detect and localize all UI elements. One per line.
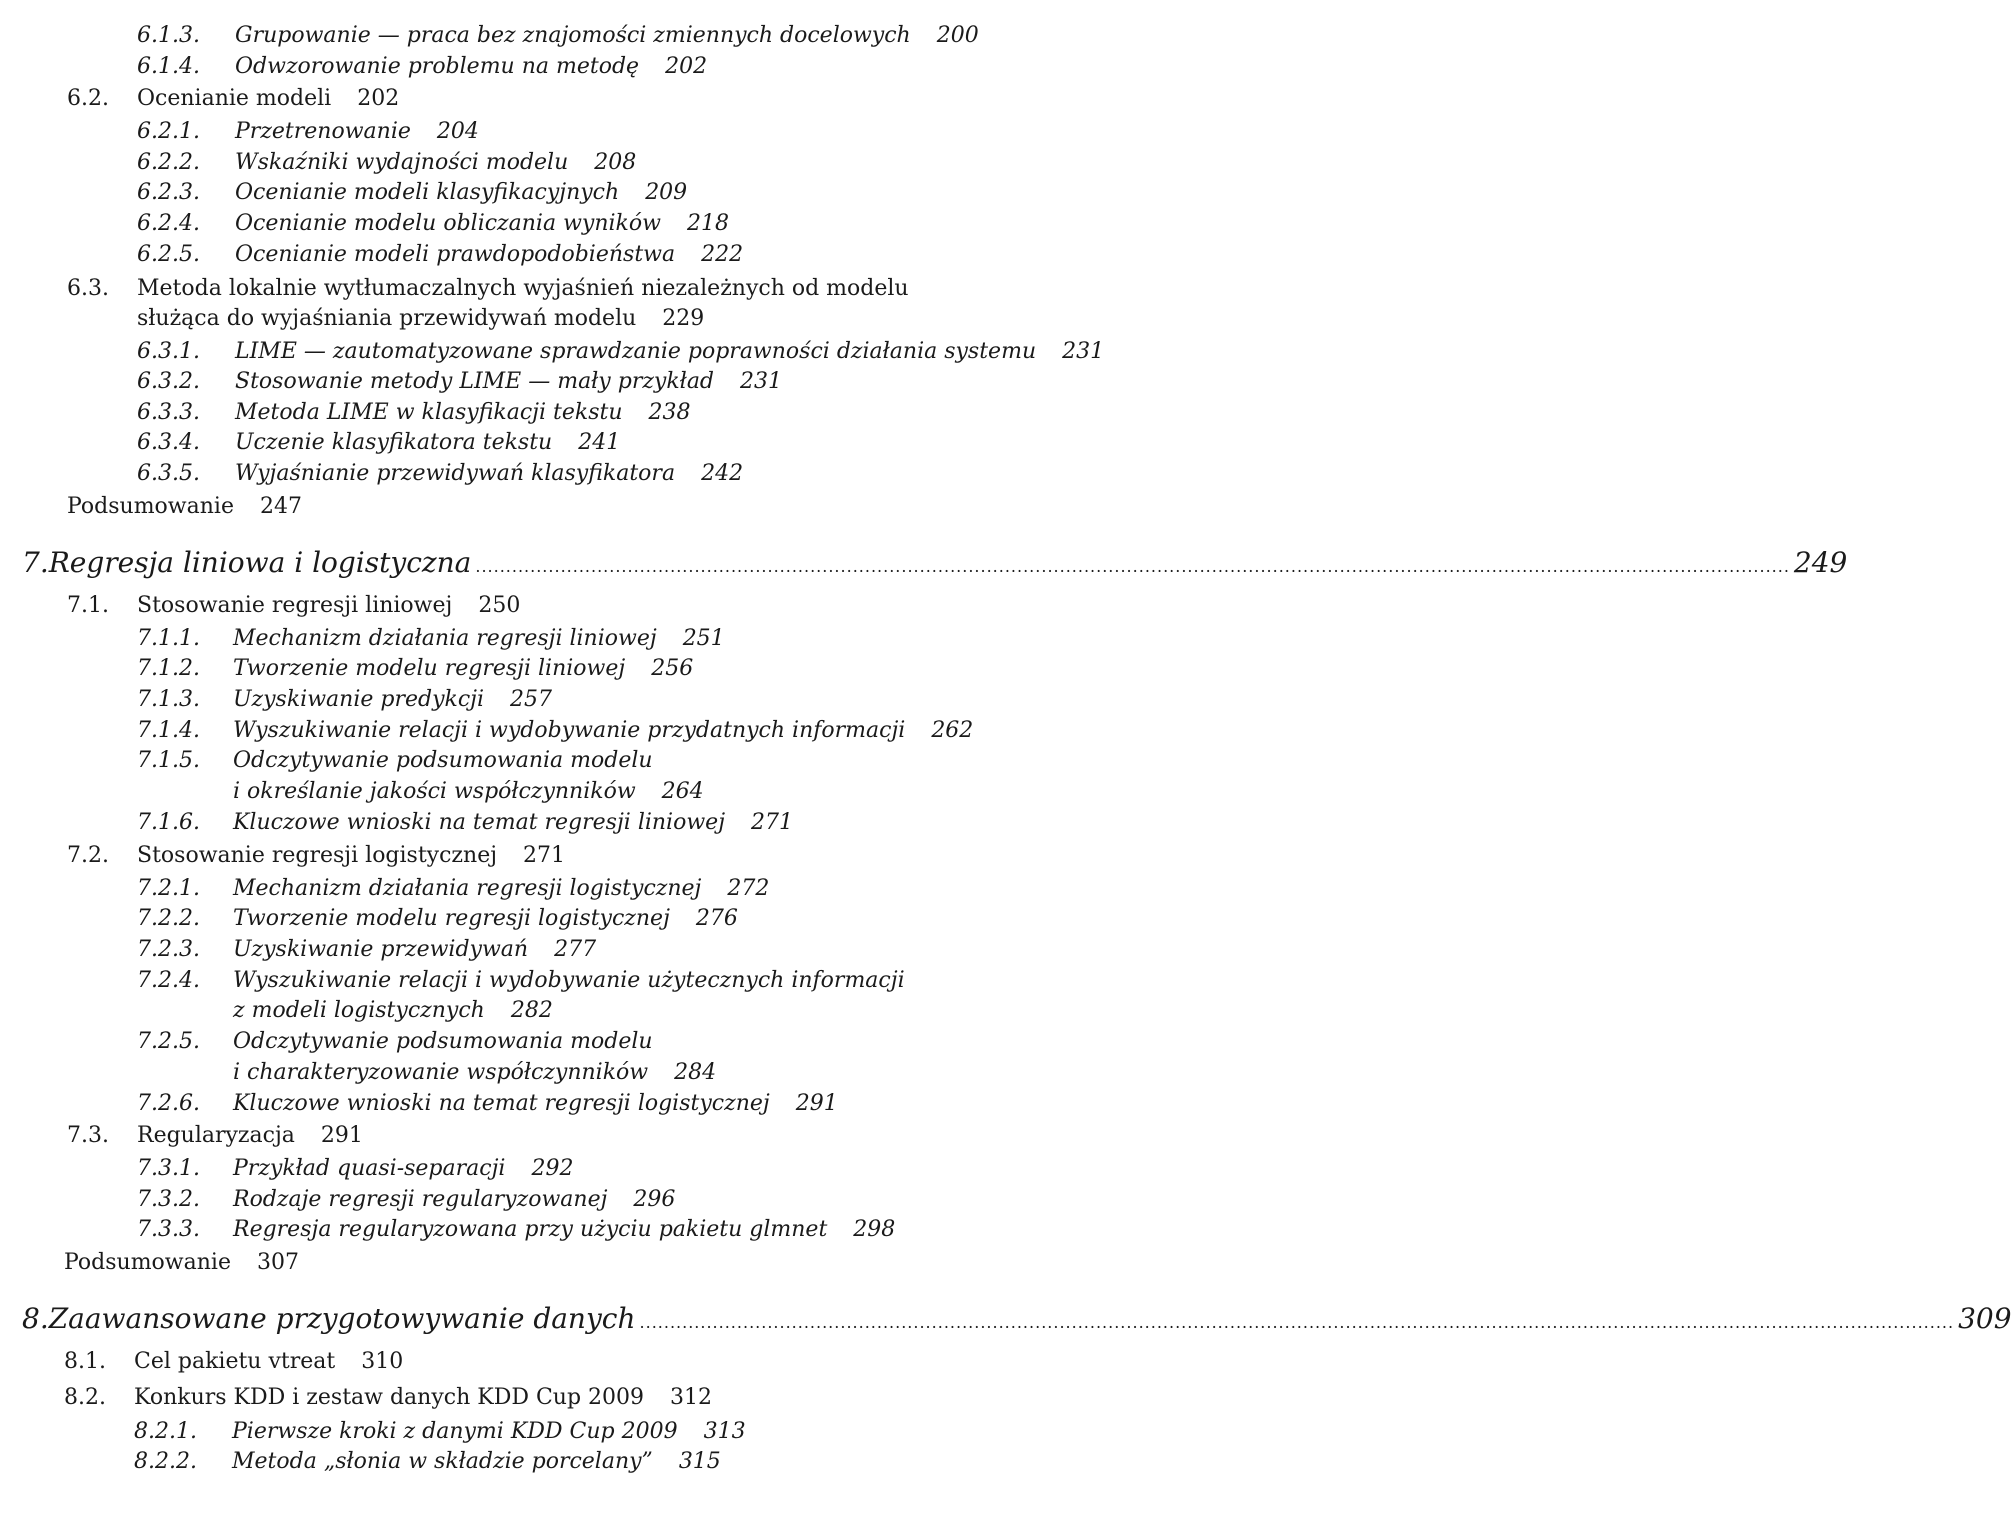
- entry-title: Uzyskiwanie przewidywań: [233, 937, 529, 962]
- entry-number: 7.1.6.: [137, 810, 200, 835]
- entry-title: Odwzorowanie problemu na metodę: [235, 54, 640, 79]
- entry-title: Kluczowe wnioski na temat regresji liniowej: [233, 810, 726, 835]
- entry-page-number: 312: [670, 1385, 713, 1410]
- toc-entry: [137, 179, 1060, 207]
- toc-entry: [137, 368, 1060, 396]
- toc-entry: [137, 655, 1060, 683]
- entry-number: 6.3.3.: [137, 400, 200, 425]
- entry-title: Metoda lokalnie wytłumaczalnych wyjaśnień niezależnych od modelu: [137, 276, 909, 301]
- chapter-number: 8.: [22, 1302, 49, 1335]
- entry-number: 7.2.3.: [137, 937, 200, 962]
- entry-page-number: 310: [361, 1349, 404, 1374]
- entry-title: Ocenianie modeli prawdopodobieństwa: [235, 242, 676, 267]
- toc-entry: [67, 592, 1060, 620]
- toc-entry: [67, 493, 1060, 521]
- entry-number: 6.3.5.: [137, 461, 200, 486]
- entry-page-number: 277: [554, 937, 597, 962]
- entry-title: Pierwsze kroki z danymi KDD Cup 2009: [232, 1419, 678, 1444]
- entry-page-number: 229: [662, 306, 705, 331]
- entry-page-number: 291: [795, 1091, 838, 1116]
- entry-title: Wyjaśnianie przewidywań klasyfikatora: [235, 461, 676, 486]
- toc-entry: [67, 85, 1060, 113]
- toc-entry: [137, 747, 1060, 775]
- entry-page-number: 204: [436, 119, 479, 144]
- entry-title: Wyszukiwanie relacji i wydobywanie przydatnych informacji: [233, 718, 906, 743]
- toc-entry: [137, 686, 1060, 714]
- entry-number: 8.2.2.: [134, 1449, 197, 1474]
- entry-number: 7.2.6.: [137, 1091, 200, 1116]
- toc-entry: [67, 842, 1060, 870]
- entry-number: 7.1.3.: [137, 687, 200, 712]
- entry-number: 6.3.1.: [137, 339, 200, 364]
- entry-number: 7.3.2.: [137, 1187, 200, 1212]
- entry-number: 7.2.4.: [137, 968, 200, 993]
- entry-page-number: 231: [740, 369, 783, 394]
- entry-number: 6.2.5.: [137, 242, 200, 267]
- entry-page-number: 222: [701, 242, 744, 267]
- toc-entry: [137, 53, 1060, 81]
- entry-number: 6.2.4.: [137, 211, 200, 236]
- toc-entry: [137, 210, 1060, 238]
- toc-entry: [137, 1028, 1060, 1056]
- entry-title: Przetrenowanie: [235, 119, 411, 144]
- entry-number: 6.3.4.: [137, 430, 200, 455]
- entry-number: 7.3.3.: [137, 1217, 200, 1242]
- entry-number: 6.2.1.: [137, 119, 200, 144]
- entry-page-number: 202: [665, 54, 708, 79]
- toc-entry: [67, 1122, 1060, 1150]
- entry-page-number: 292: [531, 1156, 574, 1181]
- entry-number: 8.2.1.: [134, 1419, 197, 1444]
- entry-number: 6.1.3.: [137, 23, 200, 48]
- entry-title: Ocenianie modeli klasyfikacyjnych: [235, 180, 620, 205]
- entry-title: Mechanizm działania regresji logistycznej: [233, 876, 702, 901]
- toc-entry: [64, 1348, 1060, 1376]
- entry-title: Wyszukiwanie relacji i wydobywanie użytecznych informacji: [233, 968, 905, 993]
- toc-entry: [137, 460, 1060, 488]
- entry-title: Regularyzacja: [137, 1123, 295, 1148]
- entry-page-number: 291: [320, 1123, 363, 1148]
- entry-page-number: 238: [648, 400, 691, 425]
- entry-title: Podsumowanie: [67, 494, 234, 519]
- entry-page-number: 250: [478, 593, 521, 618]
- entry-number: 7.1.: [67, 593, 109, 618]
- entry-title: Ocenianie modeli: [137, 86, 332, 111]
- toc-entry: [137, 809, 1060, 837]
- toc-entry: [137, 997, 1060, 1025]
- entry-page-number: 208: [594, 150, 637, 175]
- entry-page-number: 271: [751, 810, 794, 835]
- entry-page-number: 264: [661, 779, 704, 804]
- entry-page-number: 298: [853, 1217, 896, 1242]
- entry-page-number: 296: [633, 1187, 676, 1212]
- chapter-heading: [22, 545, 1848, 581]
- entry-number: 6.2.: [67, 86, 109, 111]
- toc-entry: [137, 875, 1060, 903]
- entry-page-number: 282: [510, 998, 553, 1023]
- toc-entry: [137, 149, 1060, 177]
- toc-entry: [137, 967, 1060, 995]
- entry-page-number: 242: [701, 461, 744, 486]
- entry-page-number: 272: [727, 876, 770, 901]
- entry-number: 7.1.2.: [137, 656, 200, 681]
- entry-title: z modeli logistycznych: [233, 998, 485, 1023]
- entry-page-number: 271: [523, 843, 566, 868]
- toc-entry: [137, 717, 1060, 745]
- entry-page-number: 218: [686, 211, 729, 236]
- entry-number: 7.2.5.: [137, 1029, 200, 1054]
- entry-title: Podsumowanie: [64, 1250, 231, 1275]
- toc-entry: [134, 1448, 1060, 1476]
- toc-entry: [137, 1186, 1060, 1214]
- entry-title: Odczytywanie podsumowania modelu: [233, 1029, 653, 1054]
- chapter-title: Regresja liniowa i logistyczna: [48, 546, 472, 579]
- entry-page-number: 200: [936, 23, 979, 48]
- toc-entry: [137, 118, 1060, 146]
- entry-page-number: 251: [682, 626, 725, 651]
- entry-title: Stosowanie regresji liniowej: [137, 593, 453, 618]
- entry-number: 7.2.: [67, 843, 109, 868]
- entry-page-number: 241: [578, 430, 621, 455]
- entry-number: 8.1.: [64, 1349, 106, 1374]
- toc-entry: [137, 905, 1060, 933]
- entry-page-number: 256: [651, 656, 694, 681]
- entry-title: i określanie jakości współczynników: [233, 779, 636, 804]
- toc-entry: [137, 1216, 1060, 1244]
- entry-page-number: 257: [510, 687, 553, 712]
- entry-title: Metoda LIME w klasyfikacji tekstu: [235, 400, 623, 425]
- entry-number: 6.3.: [67, 276, 109, 301]
- entry-number: 7.1.4.: [137, 718, 200, 743]
- dot-leader: [475, 549, 1790, 585]
- entry-number: 7.3.1.: [137, 1156, 200, 1181]
- entry-page-number: 313: [703, 1419, 746, 1444]
- toc-entry: [134, 1418, 1060, 1446]
- toc-entry: [67, 275, 1060, 303]
- toc-entry: [137, 241, 1060, 269]
- chapter-heading: [22, 1301, 2012, 1337]
- entry-title: Uczenie klasyfikatora tekstu: [235, 430, 553, 455]
- entry-title: Tworzenie modelu regresji logistycznej: [233, 906, 670, 931]
- entry-number: 7.2.2.: [137, 906, 200, 931]
- entry-title: Stosowanie metody LIME — mały przykład: [235, 369, 715, 394]
- entry-number: 7.1.5.: [137, 748, 200, 773]
- entry-title: Metoda „słonia w składzie porcelany”: [232, 1449, 653, 1474]
- entry-title: i charakteryzowanie współczynników: [233, 1060, 649, 1085]
- dot-leader: [640, 1305, 1955, 1341]
- toc-entry: [67, 305, 1060, 333]
- entry-title: Wskaźniki wydajności modelu: [235, 150, 569, 175]
- toc-entry: [137, 625, 1060, 653]
- toc-entry: [137, 399, 1060, 427]
- entry-title: Ocenianie modelu obliczania wyników: [235, 211, 661, 236]
- toc-entry: [137, 22, 1060, 50]
- entry-title: Grupowanie — praca bez znajomości zmiennych docelowych: [235, 23, 911, 48]
- chapter-title: Zaawansowane przygotowywanie danych: [48, 1302, 636, 1335]
- entry-title: Cel pakietu vtreat: [134, 1349, 336, 1374]
- toc-entry: [137, 778, 1060, 806]
- entry-number: 6.1.4.: [137, 54, 200, 79]
- entry-page-number: 262: [931, 718, 974, 743]
- toc-entry: [137, 429, 1060, 457]
- entry-title: Przykład quasi-separacji: [233, 1156, 506, 1181]
- entry-title: Rodzaje regresji regularyzowanej: [233, 1187, 608, 1212]
- toc-entry: [137, 1155, 1060, 1183]
- entry-title: Regresja regularyzowana przy użyciu pakietu glmnet: [233, 1217, 828, 1242]
- entry-title: Konkurs KDD i zestaw danych KDD Cup 2009: [134, 1385, 645, 1410]
- entry-title: LIME — zautomatyzowane sprawdzanie poprawności działania systemu: [235, 339, 1037, 364]
- chapter-number: 7.: [22, 546, 49, 579]
- entry-number: 6.2.3.: [137, 180, 200, 205]
- entry-page-number: 276: [695, 906, 738, 931]
- entry-page-number: 202: [357, 86, 400, 111]
- entry-title: Stosowanie regresji logistycznej: [137, 843, 498, 868]
- entry-number: 6.2.2.: [137, 150, 200, 175]
- entry-title: służąca do wyjaśniania przewidywań modelu: [137, 306, 637, 331]
- toc-entry: [137, 1059, 1060, 1087]
- entry-number: 7.3.: [67, 1123, 109, 1148]
- chapter-page-number: 309: [1958, 1302, 2012, 1335]
- entry-number: 7.2.1.: [137, 876, 200, 901]
- toc-entry: [137, 936, 1060, 964]
- entry-title: Mechanizm działania regresji liniowej: [233, 626, 657, 651]
- toc-entry: [137, 338, 1105, 366]
- entry-number: 7.1.1.: [137, 626, 200, 651]
- entry-page-number: 284: [674, 1060, 717, 1085]
- toc-entry: [137, 1090, 1060, 1118]
- entry-page-number: 307: [256, 1250, 299, 1275]
- entry-number: 6.3.2.: [137, 369, 200, 394]
- entry-title: Odczytywanie podsumowania modelu: [233, 748, 653, 773]
- entry-page-number: 231: [1062, 339, 1105, 364]
- toc-entry: [64, 1249, 1060, 1277]
- entry-title: Uzyskiwanie predykcji: [233, 687, 485, 712]
- entry-page-number: 209: [645, 180, 688, 205]
- entry-page-number: 247: [259, 494, 302, 519]
- entry-page-number: 315: [678, 1449, 721, 1474]
- entry-title: Tworzenie modelu regresji liniowej: [233, 656, 626, 681]
- toc-entry: [64, 1384, 1060, 1412]
- chapter-page-number: 249: [1793, 546, 1848, 579]
- entry-title: Kluczowe wnioski na temat regresji logistycznej: [233, 1091, 770, 1116]
- entry-number: 8.2.: [64, 1385, 106, 1410]
